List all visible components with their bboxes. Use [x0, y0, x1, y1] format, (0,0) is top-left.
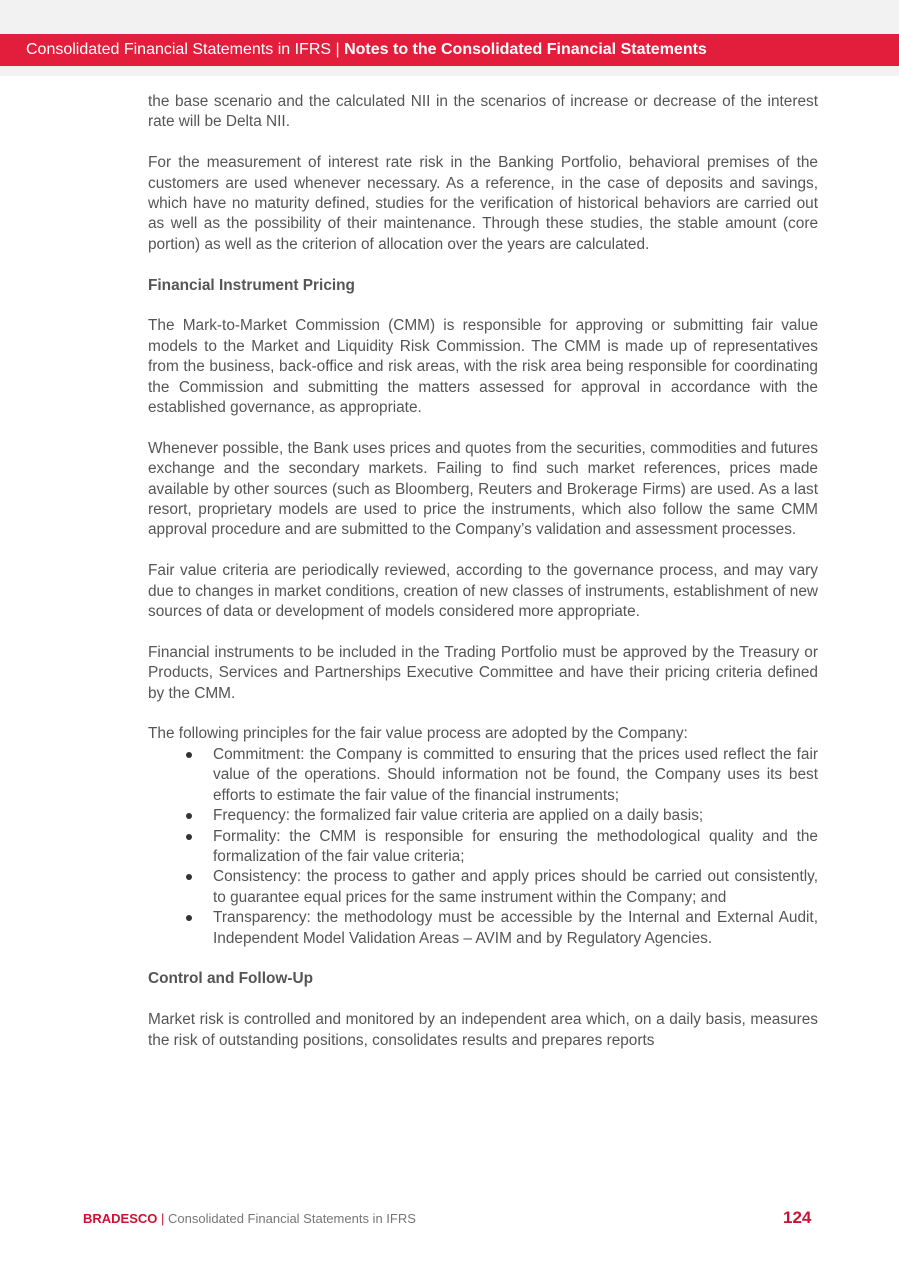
header-underline-band [0, 66, 899, 76]
paragraph-principles-intro: The following principles for the fair value process are adopted by the Company: [148, 725, 688, 743]
paragraph-market-risk-control: Market risk is controlled and monitored by an independent area which, on a daily basis, measures the risk of outstanding positions, consolidates results and prepares reports [148, 1011, 818, 1049]
paragraph-fair-value-review: Fair value criteria are periodically reviewed, according to the governance process, and may vary due to changes in market conditions, creation of new classes of instruments, establishment of new sources of data or development of models considered more appropriate. [148, 562, 818, 621]
header-title-regular: Consolidated Financial Statements in IFRS | [26, 41, 340, 58]
bullet-icon [186, 915, 192, 921]
list-item [148, 908, 818, 949]
list-item-text: Consistency: the process to gather and apply prices should be carried out consistently, to guarantee equal prices for the same instrument within the Company; and [213, 868, 818, 906]
running-header [0, 34, 899, 66]
list-item [148, 867, 818, 908]
footer [83, 1210, 416, 1228]
paragraph-behavioral-premises: For the measurement of interest rate risk in the Banking Portfolio, behavioral premises of the customers are used whenever necessary. As a reference, in the case of deposits and savings, which have no maturity defined, studies for the verification of historical behaviors are carried out as well as the possibility of their maintenance. Through these studies, the stable amount (core portion) as well as the criterion of allocation over the years are calculated. [148, 154, 818, 253]
paragraph-cmm: The Mark-to-Market Commission (CMM) is responsible for approving or submitting fair value models to the Market and Liquidity Risk Commission. The CMM is made up of representatives from the business, back-office and risk areas, with the risk area being responsible for coordinating the Commission and submitting the matters assessed for approval in accordance with the established governance, as appropriate. [148, 317, 818, 417]
bullet-icon [186, 752, 192, 758]
top-margin-band [0, 0, 899, 34]
footer-separator: | [161, 1211, 165, 1226]
principles-list [148, 745, 818, 949]
list-item-text: Frequency: the formalized fair value criteria are applied on a daily basis; [213, 807, 704, 825]
list-item-text: Formality: the CMM is responsible for ensuring the methodological quality and the formalization of the fair value criteria; [213, 827, 818, 865]
header-title-bold: Notes to the Consolidated Financial Statements [344, 41, 707, 58]
page-body [148, 92, 818, 1071]
list-item-text: Commitment: the Company is committed to ensuring that the prices used reflect the fair value of the operations. Should information not be found, the Company uses its best efforts to estimate the fair value of the financial instruments; [213, 745, 818, 804]
list-item [148, 827, 818, 868]
bullet-icon [186, 874, 192, 880]
list-item [148, 806, 818, 826]
list-item-text: Transparency: the methodology must be accessible by the Internal and External Audit, Independent Model Validation Areas – AVIM and by Regulatory Agencies. [213, 909, 818, 947]
footer-subtitle: Consolidated Financial Statements in IFRS [168, 1211, 416, 1226]
paragraph-trading-portfolio: Financial instruments to be included in the Trading Portfolio must be approved by the Treasury or Products, Services and Partnerships Executive Committee and have their pricing criteria defined by the CMM. [148, 643, 818, 702]
page-number: 124 [783, 1208, 812, 1227]
paragraph-delta-nii: the base scenario and the calculated NII in the scenarios of increase or decrease of the interest rate will be Delta NII. [148, 93, 818, 131]
heading-financial-instrument-pricing: Financial Instrument Pricing [148, 276, 355, 294]
bullet-icon [186, 834, 192, 840]
list-item [148, 745, 818, 806]
paragraph-price-sources: Whenever possible, the Bank uses prices and quotes from the securities, commodities and futures exchange and the secondary markets. Failing to find such market references, prices made available by other sources (such as Bloomberg, Reuters and Brokerage Firms) are used. As a last resort, proprietary models are used to price the instruments, which also follow the same CMM approval procedure and are submitted to the Company’s validation and assessment processes. [148, 439, 818, 539]
bullet-icon [186, 813, 192, 819]
footer-brand: BRADESCO [83, 1211, 158, 1226]
heading-control-follow-up: Control and Follow-Up [148, 970, 313, 988]
